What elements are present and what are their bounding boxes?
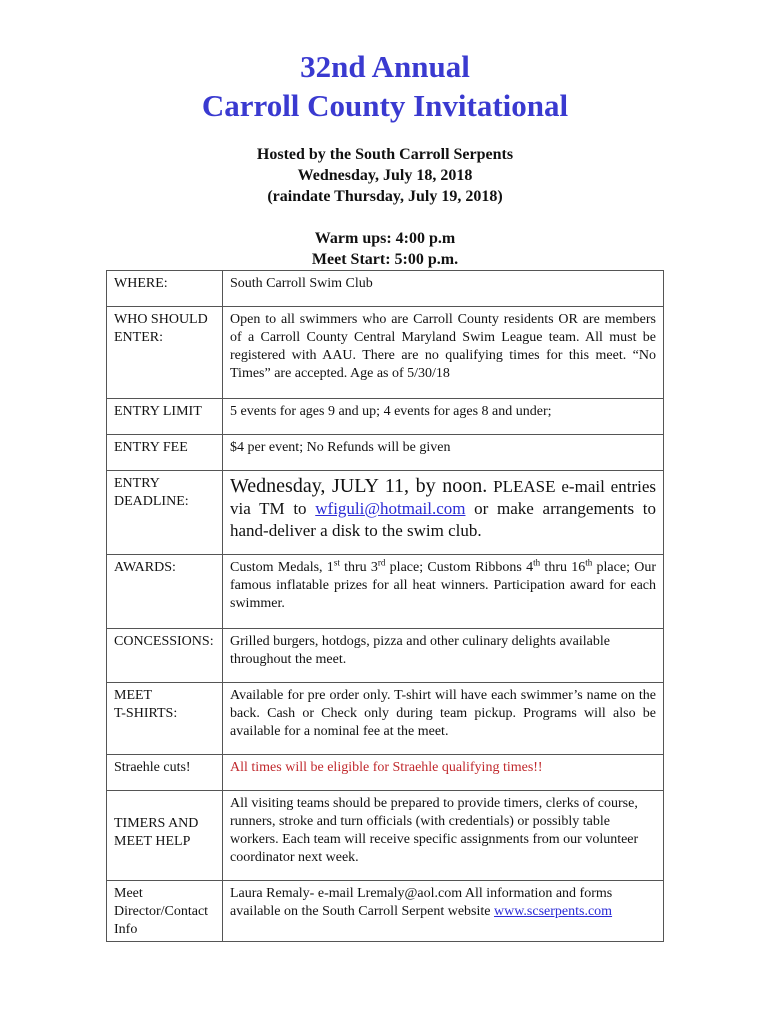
row-label: CONCESSIONS: [107, 629, 223, 683]
entry-email-link[interactable]: wfiguli@hotmail.com [315, 499, 466, 518]
row-label: WHERE: [107, 271, 223, 307]
label-line: Director/Contact [114, 904, 209, 919]
row-value [223, 471, 664, 555]
awards-text: Custom Medals, 1 [230, 560, 334, 575]
row-label: AWARDS: [107, 555, 223, 629]
row-label: ENTRY FEE [107, 435, 223, 471]
row-label: Straehle cuts! [107, 755, 223, 791]
row-entry-deadline [107, 471, 664, 555]
meet-start-time: Meet Start: 5:00 p.m. [311, 251, 459, 268]
label-line: TIMERS AND [114, 816, 199, 831]
page-title-line-1: 32nd Annual [300, 49, 470, 84]
row-concessions [107, 629, 664, 683]
row-value: South Carroll Swim Club [223, 271, 664, 307]
label-line: ENTRY [114, 476, 160, 491]
row-label [107, 881, 223, 942]
director-contact-text: Laura Remaly- e-mail Lremaly@aol.com All information and forms available on the South Carroll Serpent website [230, 886, 613, 919]
row-label [107, 683, 223, 755]
ordinal-suffix: rd [377, 557, 386, 568]
label-line: T-SHIRTS: [114, 706, 178, 721]
row-value: All times will be eligible for Straehle qualifying times!! [223, 755, 664, 791]
deadline-date: Wednesday, JULY 11, by noon. [230, 475, 488, 497]
ordinal-suffix: th [585, 557, 593, 568]
label-line: MEET [114, 688, 153, 703]
row-value: Grilled burgers, hotdogs, pizza and other culinary delights available throughout the meet. [223, 629, 664, 683]
row-value: $4 per event; No Refunds will be given [223, 435, 664, 471]
label-line: Meet [114, 886, 143, 901]
row-label [107, 791, 223, 881]
meet-info-table [106, 270, 664, 942]
label-line: MEET HELP [114, 834, 191, 849]
meet-date: Wednesday, July 18, 2018 [297, 167, 473, 184]
row-value [223, 881, 664, 942]
row-timers-meet-help [107, 791, 664, 881]
warmup-time: Warm ups: 4:00 p.m [314, 230, 456, 247]
page-title-line-2: Carroll County Invitational [201, 88, 569, 123]
row-straehle-cuts [107, 755, 664, 791]
row-value: All visiting teams should be prepared to provide timers, clerks of course, runners, stroke and turn officials (with credentials) or possibly table workers. Each team will receive specific assignments from our volunteer coordinator next week. [223, 791, 664, 881]
ordinal-suffix: st [333, 557, 340, 568]
ordinal-suffix: th [533, 557, 541, 568]
awards-text: place; Custom Ribbons 4 [385, 560, 534, 575]
row-value: Open to all swimmers who are Carroll County residents OR are members of a Carroll County Central Maryland Swim League team. All must be registered with AAU. There are no qualifying times for this meet. “No Times” are accepted. Age as of 5/30/18 [223, 307, 664, 399]
row-entry-fee [107, 435, 664, 471]
awards-text: thru 16 [540, 560, 586, 575]
awards-text: thru 3 [339, 560, 378, 575]
row-value: Available for pre order only. T-shirt will have each swimmer’s name on the back. Cash or Check only during team pickup. Programs will also be available for a nominal fee at the meet. [223, 683, 664, 755]
label-line: DEADLINE: [114, 494, 189, 509]
row-entry-limit [107, 399, 664, 435]
row-meet-tshirts [107, 683, 664, 755]
website-link[interactable]: www.scserpents.com [494, 904, 613, 919]
row-label [107, 471, 223, 555]
row-where [107, 271, 664, 307]
raindate: (raindate Thursday, July 19, 2018) [267, 188, 503, 205]
row-value: 5 events for ages 9 and up; 4 events for ages 8 and under; [223, 399, 664, 435]
row-meet-director [107, 881, 664, 942]
awards-text: place; Our famous inflatable prizes for all heat winners. Participation award for each swimmer. [230, 560, 657, 611]
label-line: Info [114, 922, 138, 937]
deadline-instructions-rest: or make arrangements to hand-deliver a disk to the swim club. [230, 499, 656, 540]
deadline-instructions: PLEASE e-mail entries via TM to [230, 477, 656, 518]
row-value [223, 555, 664, 629]
row-awards [107, 555, 664, 629]
row-label: WHO SHOULD ENTER: [107, 307, 223, 399]
row-label: ENTRY LIMIT [107, 399, 223, 435]
row-who-should-enter [107, 307, 664, 399]
host-line: Hosted by the South Carroll Serpents [256, 146, 514, 163]
